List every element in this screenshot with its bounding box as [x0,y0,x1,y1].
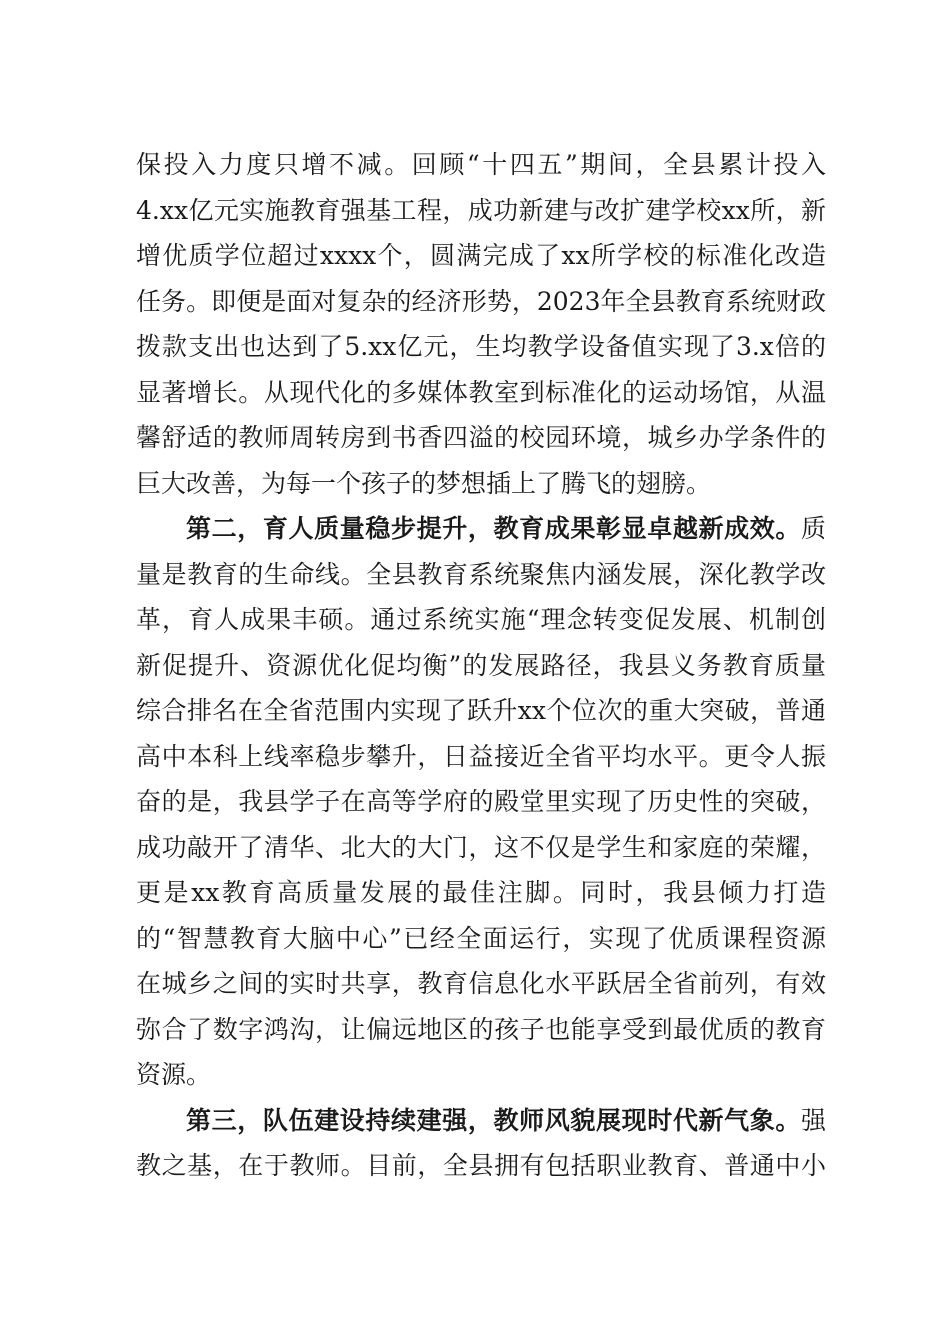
text-line: 任务。即便是面对复杂的经济形势，2023年全县教育系统财政 [136,286,826,316]
paragraph-heading-line [136,506,826,552]
paragraph-2 [136,506,826,1098]
paragraph-heading-line [136,1098,826,1144]
text-line: 高中本科上线率稳步攀升，日益接近全省平均水平。更令人振 [136,741,826,771]
text-line: 增优质学位超过xxxx个，圆满完成了xx所学校的标准化改造 [136,241,826,270]
text-line: 奋的是，我县学子在高等学府的殿堂里实现了历史性的突破， [136,787,826,816]
text-line: 4.xx亿元实施教育强基工程，成功新建与改扩建学校xx所，新 [136,195,826,225]
text-line: 新促提升、资源优化促均衡”的发展路径，我县义务教育质量 [136,650,826,680]
paragraph-3 [136,1098,826,1189]
text-line: 更是xx教育高质量发展的最佳注脚。同时，我县倾力打造 [136,878,826,907]
text-line: 革，育人成果丰硕。通过系统实施“理念转变促发展、机制创 [136,605,826,634]
text-line: 显著增长。从现代化的多媒体教室到标准化的运动场馆，从温 [136,377,826,407]
text-line: 馨舒适的教师周转房到书香四溢的校园环境，城乡办学条件的 [136,423,826,452]
paragraph-1 [136,142,826,506]
text-line: 弥合了数字鸿沟，让偏远地区的孩子也能享受到最优质的教育 [136,1014,826,1044]
heading-line-rest: 强 [800,1105,826,1135]
text-line: 量是教育的生命线。全县教育系统聚焦内涵发展，深化教学改 [136,559,826,589]
text-line: 拨款支出也达到了5.xx亿元，生均教学设备值实现了3.x倍的 [136,332,826,361]
document-body [136,142,826,1189]
text-line: 巨大改善，为每一个孩子的梦想插上了腾飞的翅膀。 [136,468,712,498]
text-line: 成功敲开了清华、北大的大门，这不仅是学生和家庭的荣耀， [136,832,826,862]
text-line: 教之基，在于教师。目前，全县拥有包括职业教育、普通中小 [136,1151,826,1180]
text-line: 资源。 [136,1060,212,1089]
heading-line-rest: 质 [800,514,826,543]
text-line: 保投入力度只增不减。回顾“十四五”期间，全县累计投入 [136,150,826,179]
text-line: 综合排名在全省范围内实现了跃升xx个位次的重大突破，普通 [136,696,826,725]
text-line: 的“智慧教育大脑中心”已经全面运行，实现了优质课程资源 [136,923,826,953]
paragraph-heading: 第二，育人质量稳步提升，教育成果彰显卓越新成效。 [186,514,801,543]
paragraph-heading: 第三，队伍建设持续建强，教师风貌展现时代新气象。 [186,1105,801,1135]
text-line: 在城乡之间的实时共享，教育信息化水平跃居全省前列，有效 [136,969,826,998]
